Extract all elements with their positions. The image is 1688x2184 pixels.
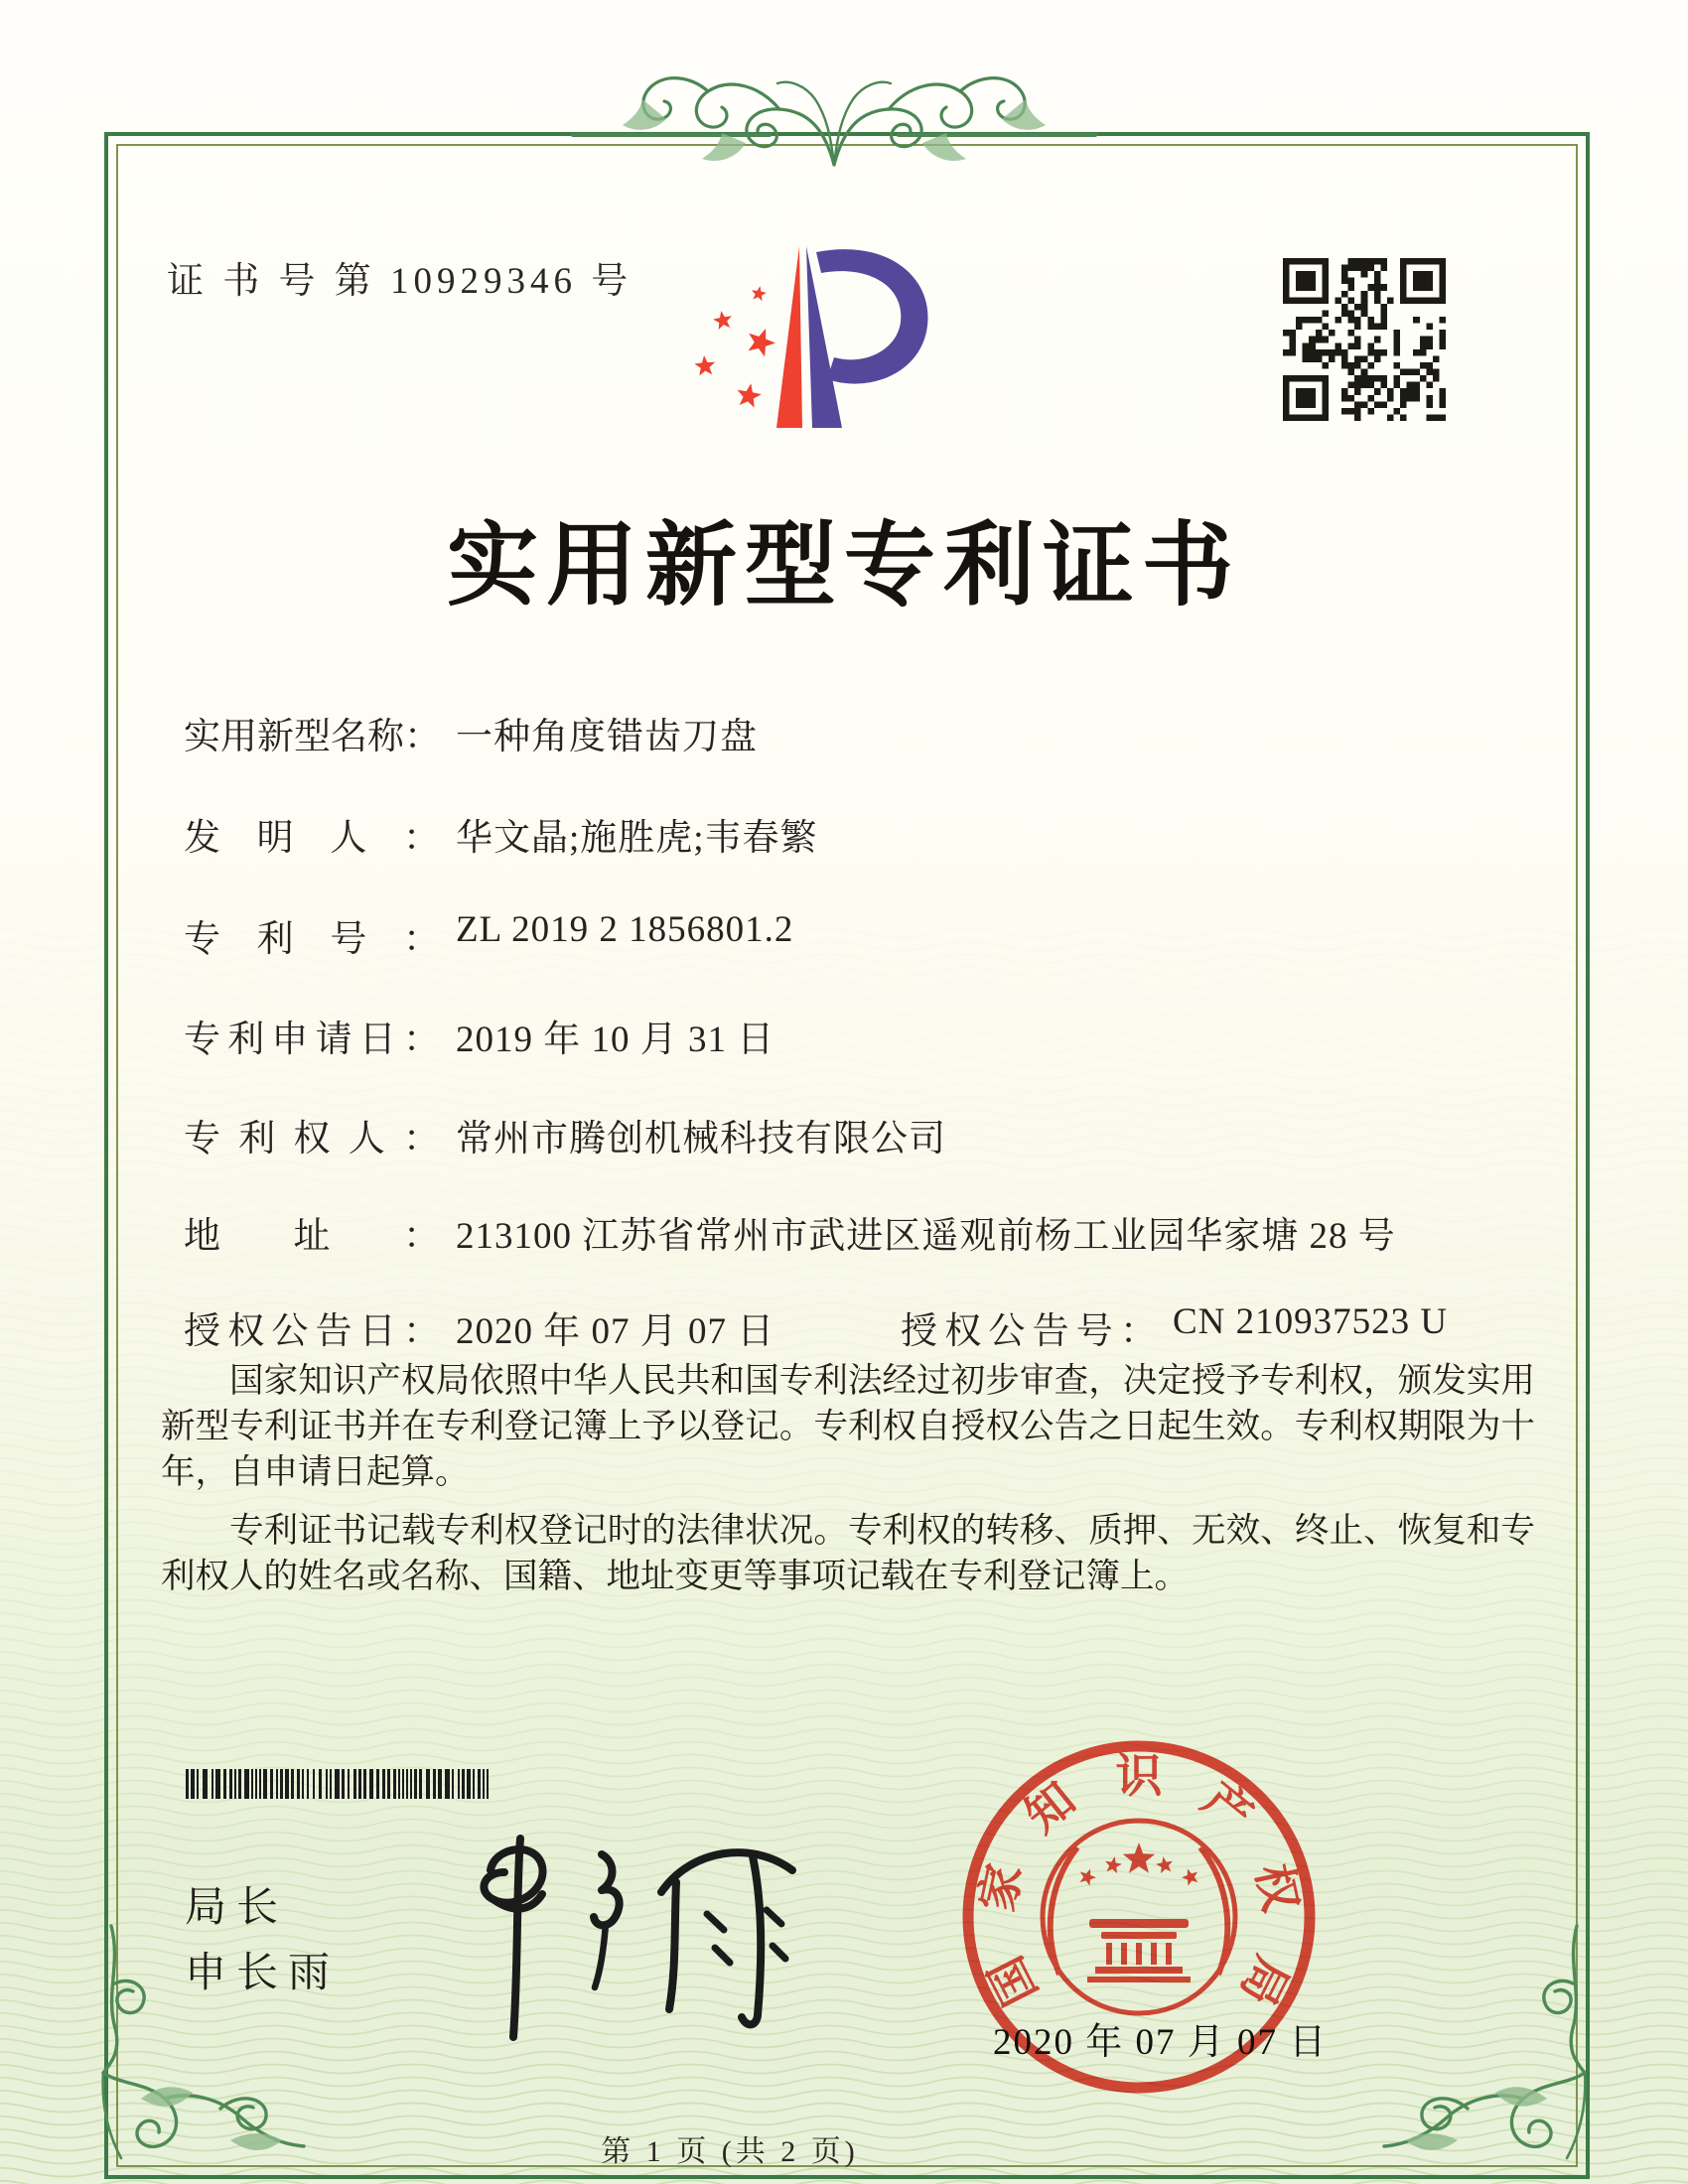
field-label: 地址： — [184, 1216, 440, 1257]
field-label: 专利号： — [184, 919, 440, 960]
page-footer: 第 1 页 (共 2 页) — [601, 2135, 859, 2168]
field-label: 授权公告日： — [184, 1311, 440, 1352]
legal-paragraph-2: 专利证书记载专利权登记时的法律状况。专利权的转移、质押、无效、终止、恢复和专利权人的姓名或名称、国籍、地址变更等事项记载在专利登记簿上。 — [161, 1512, 1535, 1595]
field-row-address — [184, 1205, 1396, 1259]
director-title-label: 局长 — [185, 1885, 289, 1931]
field-value: 常州市腾创机械科技有限公司 — [456, 1119, 946, 1160]
field-value: 213100 江苏省常州市武进区遥观前杨工业园华家塘 28 号 — [456, 1216, 1396, 1257]
svg-text:权: 权 — [1245, 1859, 1307, 1917]
field-value: ZL 2019 2 1856801.2 — [456, 909, 794, 950]
certificate-title: 实用新型专利证书 — [446, 515, 1241, 616]
director-signature — [425, 1819, 817, 2052]
cnipa-logo-icon — [671, 239, 941, 438]
svg-text:局: 局 — [1229, 1948, 1298, 2013]
field-row-utility-model-name — [184, 706, 758, 759]
field-label: 实用新型名称： — [184, 717, 441, 757]
field-row-filing-date — [184, 1009, 774, 1062]
svg-text:国: 国 — [980, 1948, 1049, 2013]
grant-number-pair — [901, 1300, 1448, 1354]
field-label: 授权公告号： — [901, 1311, 1157, 1352]
field-label: 发明人： — [184, 818, 440, 859]
svg-text:识: 识 — [1115, 1751, 1163, 1803]
barcode — [186, 1769, 492, 1799]
svg-text:家: 家 — [971, 1859, 1033, 1917]
field-label: 专利申请日： — [184, 1020, 440, 1060]
field-row-grant-publication — [184, 1300, 1534, 1354]
field-value: 2019 年 10 月 31 日 — [456, 1020, 775, 1060]
field-row-inventors — [184, 807, 818, 861]
national-emblem-icon — [1043, 1821, 1235, 2013]
qr-code — [1283, 258, 1446, 421]
svg-text:知: 知 — [1016, 1773, 1085, 1843]
field-row-patentee — [184, 1108, 946, 1161]
field-row-patent-number — [184, 908, 793, 962]
legal-paragraph-1: 国家知识产权局依照中华人民共和国专利法经过初步审查，决定授予专利权，颁发实用新型专利证书并在专利登记簿上予以登记。专利权自授权公告之日起生效。专利权期限为十年，自申请日起算。 — [161, 1362, 1535, 1491]
field-label: 专利权人： — [184, 1119, 440, 1160]
director-name-label: 申长雨 — [185, 1951, 341, 1996]
legal-text-block — [161, 1358, 1535, 1599]
field-value: 2020 年 07 月 07 日 — [456, 1311, 775, 1352]
field-value: 华文晶;施胜虎;韦春繁 — [456, 818, 818, 859]
field-value: CN 210937523 U — [1173, 1301, 1449, 1342]
seal-date: 2020 年 07 月 07 日 — [993, 2022, 1329, 2063]
svg-text:产: 产 — [1193, 1773, 1262, 1843]
certificate-number: 证 书 号 第 10929346 号 — [167, 261, 633, 302]
field-value: 一种角度错齿刀盘 — [456, 717, 758, 757]
